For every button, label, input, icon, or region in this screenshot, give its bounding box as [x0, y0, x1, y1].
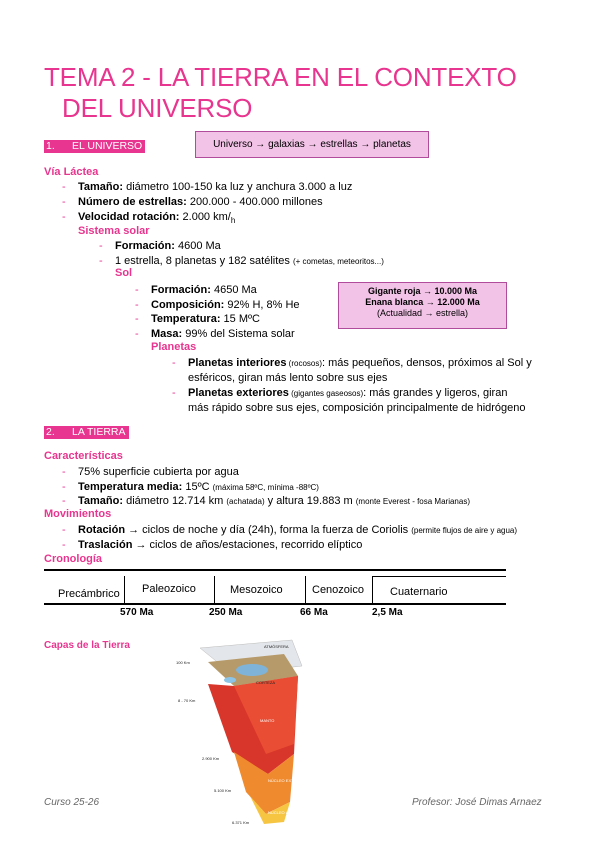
- label-d4: 6.371 Km: [232, 820, 250, 825]
- title-line2: DEL UNIVERSO: [62, 93, 253, 123]
- sistema-solar-heading: Sistema solar: [78, 225, 150, 237]
- era-label: Paleozoico: [142, 583, 196, 595]
- planetas-exteriores: - Planetas exteriores (gigantes gaseosos): más grandes y ligeros, giran: [172, 387, 508, 399]
- label-d1: 100 Km: [176, 660, 190, 665]
- sol-heading: Sol: [115, 267, 133, 279]
- cuaternario-top: [372, 576, 506, 577]
- era-label: Precámbrico: [58, 588, 120, 600]
- label-manto: MANTO: [260, 718, 275, 723]
- via-lactea-item: - Velocidad rotación: 2.000 $km/_h$: [62, 211, 236, 226]
- sol-item: - Composición: 92% H, 8% He: [135, 299, 300, 311]
- timeline-top-line: [44, 569, 506, 571]
- section-heading-universo: 1. EL UNIVERSO: [44, 140, 145, 153]
- label-d3: 5.100 Km: [214, 788, 232, 793]
- sol-evolution-box: Gigante roja → 10.000 Ma Enana blanca → 12.000 Ma (Actualidad → estrella): [338, 282, 507, 329]
- label-d2: 2.900 Km: [202, 756, 220, 761]
- page-title: [44, 62, 517, 124]
- label-corteza: CORTEZA: [256, 680, 276, 685]
- label-nucleo-ext: NÚCLEO EXTERNO: [268, 778, 306, 783]
- planetas-exteriores-cont: más rápido sobre sus ejes, composición principalmente de hidrógeno: [188, 402, 526, 414]
- era-date: 66 Ma: [300, 607, 328, 618]
- via-lactea-item: - Número de estrellas: 200.000 - 400.000 millones: [62, 196, 323, 208]
- movimiento-item: - Rotación → ciclos de noche y día (24h), forma la fuerza de Coriolis (permite flujos de aire y agua): [62, 524, 518, 536]
- sol-item: - Temperatura: 15 MºC: [135, 313, 260, 325]
- timeline-separator: [214, 576, 215, 603]
- footer-teacher: Profesor: José Dimas Arnaez: [412, 797, 542, 808]
- planetas-interiores: - Planetas interiores (rocosos): más pequeños, densos, próximos al Sol y: [172, 357, 532, 369]
- label-nucleo-int: NÚCLEO INTERNO: [268, 810, 304, 815]
- timeline-bottom-line: [44, 603, 506, 605]
- sistema-solar-item: - Formación: 4600 Ma: [99, 240, 221, 252]
- via-lactea-item: - Tamaño: diámetro 100-150 ka luz y anchura 3.000 a luz: [62, 181, 353, 193]
- label-d5: 8 - 70 Km: [178, 698, 196, 703]
- timeline-separator: [372, 576, 373, 603]
- hierarchy-box: Universo → galaxias → estrellas → planetas: [195, 131, 429, 158]
- footer-course: Curso 25-26: [44, 797, 100, 808]
- via-lactea-heading: Vía Láctea: [44, 166, 99, 178]
- era-label: Cuaternario: [390, 586, 448, 598]
- caracteristica-item: - 75% superficie cubierta por agua: [62, 466, 239, 478]
- caracteristica-item: - Tamaño: diámetro 12.714 km (achatada) y altura 19.883 m (monte Everest - fosa Marianas): [62, 495, 470, 507]
- timeline-separator: [124, 576, 125, 603]
- section-heading-tierra: 2. LA TIERRA: [44, 426, 129, 439]
- cronologia-heading: Cronología: [44, 553, 103, 565]
- caracteristica-item: - Temperatura media: 15ºC (máxima 58ºC, mínima -88ºC): [62, 481, 319, 493]
- sol-item: - Formación: 4650 Ma: [135, 284, 257, 296]
- earth-layers-diagram: [172, 634, 306, 826]
- title-line1: TEMA 2 - LA TIERRA EN EL CONTEXTO: [44, 62, 517, 92]
- planetas-heading: Planetas: [151, 341, 197, 353]
- label-atmosfera: ATMÓSFERA: [264, 644, 289, 649]
- sistema-solar-item: - 1 estrella, 8 planetas y 182 satélites (+ cometas, meteoritos...): [99, 255, 384, 267]
- era-date: 570 Ma: [120, 607, 154, 618]
- era-label: Mesozoico: [230, 584, 283, 596]
- ocean-shape-2: [224, 677, 236, 683]
- timeline-separator: [305, 576, 306, 603]
- movimiento-item: - Traslación → ciclos de años/estaciones, recorrido elíptico: [62, 539, 363, 551]
- planetas-interiores-cont: esféricos, giran más lento sobre sus ejes: [188, 372, 388, 384]
- caracteristicas-heading: Características: [44, 450, 123, 462]
- movimientos-heading: Movimientos: [44, 508, 112, 520]
- era-label: Cenozoico: [312, 584, 364, 596]
- era-date: 250 Ma: [209, 607, 243, 618]
- era-date: 2,5 Ma: [372, 607, 403, 618]
- sol-item: - Masa: 99% del Sistema solar: [135, 328, 295, 340]
- ocean-shape: [236, 664, 268, 676]
- capas-heading: Capas de la Tierra: [44, 640, 130, 651]
